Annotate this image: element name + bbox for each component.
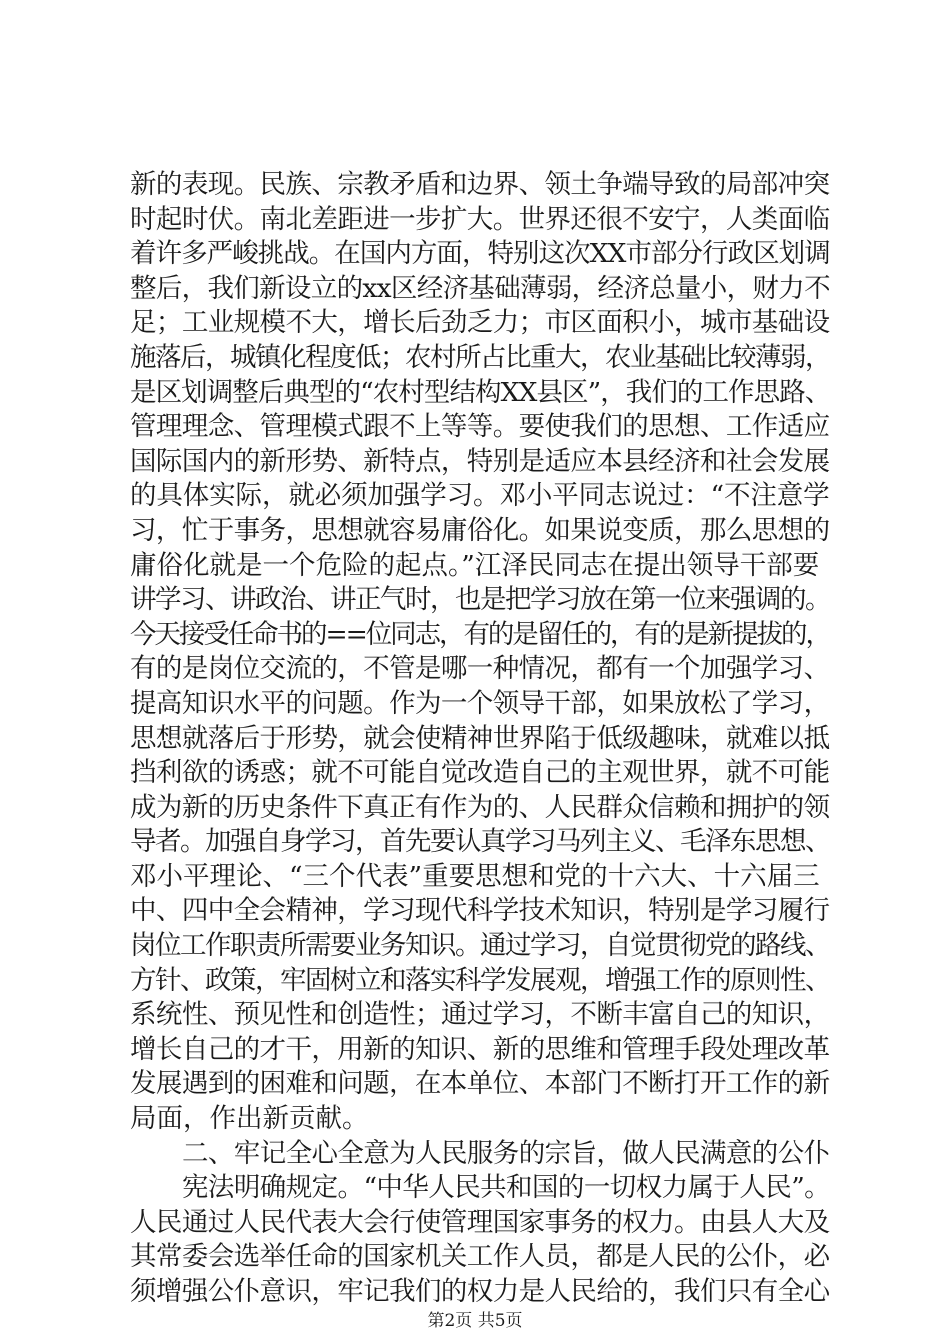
text-line: 邓小平理论、“三个代表”重要思想和党的十六大、十六届三 [130, 860, 820, 892]
text-line: 增长自己的才干，用新的知识、新的思维和管理手段处理改革 [130, 1033, 830, 1065]
text-line: 新的表现。民族、宗教矛盾和边界、领土争端导致的局部冲突 [130, 169, 830, 200]
text-line: 须增强公仆意识，牢记我们的权力是人民给的，我们只有全心 [130, 1276, 830, 1307]
text-line: 国际国内的新形势、新特点，特别是适应本县经济和社会发展 [130, 445, 830, 477]
text-line: 管理理念、管理模式跟不上等等。要使我们的思想、工作适应 [130, 411, 830, 443]
text-line: 挡利欲的诱惑；就不可能自觉改造自己的主观世界，就不可能 [130, 757, 830, 789]
text-line: 中、四中全会精神，学习现代科学技术知识，特别是学习履行 [130, 895, 830, 927]
document-body [130, 168, 830, 1310]
text-line: 时起时伏。南北差距进一步扩大。世界还很不安宁，人类面临 [130, 203, 830, 235]
text-line: 足；工业规模不大，增长后劲乏力；市区面积小，城市基础设 [130, 307, 830, 339]
text-line: 提高知识水平的问题。作为一个领导干部，如果放松了学习， [130, 687, 830, 719]
text-line: 二、牢记全心全意为人民服务的宗旨，做人民满意的公仆 [182, 1137, 830, 1169]
text-line: 岗位工作职责所需要业务知识。通过学习，自觉贯彻党的路线、 [130, 930, 830, 962]
text-line: 有的是岗位交流的，不管是哪一种情况，都有一个加强学习、 [130, 653, 830, 685]
text-line: 今天接受任命书的==位同志，有的是留任的，有的是新提拔的， [130, 618, 830, 650]
text-line: 成为新的历史条件下真正有作为的、人民群众信赖和拥护的领 [130, 791, 830, 823]
text-line: 的具体实际，就必须加强学习。邓小平同志说过：“不注意学 [130, 480, 830, 512]
text-line: 发展遇到的困难和问题，在本单位、本部门不断打开工作的新 [130, 1068, 830, 1100]
text-line: 是区划调整后典型的“农村型结构XX县区”，我们的工作思路、 [130, 376, 831, 408]
text-line: 其常委会选举任命的国家机关工作人员，都是人民的公仆，必 [130, 1241, 830, 1273]
text-line: 宪法明确规定。“中华人民共和国的一切权力属于人民”。 [182, 1172, 831, 1204]
text-line: 思想就落后于形势，就会使精神世界陷于低级趣味，就难以抵 [130, 722, 830, 754]
text-line: 导者。加强自身学习，首先要认真学习马列主义、毛泽东思想、 [130, 826, 830, 858]
text-line: 讲学习、讲政治、讲正气时，也是把学习放在第一位来强调的。 [130, 584, 830, 616]
text-line: 庸俗化就是一个危险的起点。”江泽民同志在提出领导干部要 [130, 549, 820, 581]
text-line: 习，忙于事务，思想就容易庸俗化。如果说变质，那么思想的 [130, 514, 830, 546]
text-line: 整后，我们新设立的xx区经济基础薄弱，经济总量小，财力不 [130, 272, 830, 304]
text-line: 局面，作出新贡献。 [130, 1103, 369, 1135]
text-line: 系统性、预见性和创造性；通过学习，不断丰富自己的知识， [130, 999, 830, 1031]
text-line: 方针、政策，牢固树立和落实科学发展观，增强工作的原则性、 [130, 964, 830, 996]
text-line: 着许多严峻挑战。在国内方面，特别这次XX市部分行政区划调 [130, 238, 830, 270]
text-line: 人民通过人民代表大会行使管理国家事务的权力。由县人大及 [130, 1206, 830, 1238]
page-footer: 第2页 共5页 [427, 1311, 523, 1331]
text-line: 施落后，城镇化程度低；农村所占比重大，农业基础比较薄弱， [130, 341, 830, 373]
